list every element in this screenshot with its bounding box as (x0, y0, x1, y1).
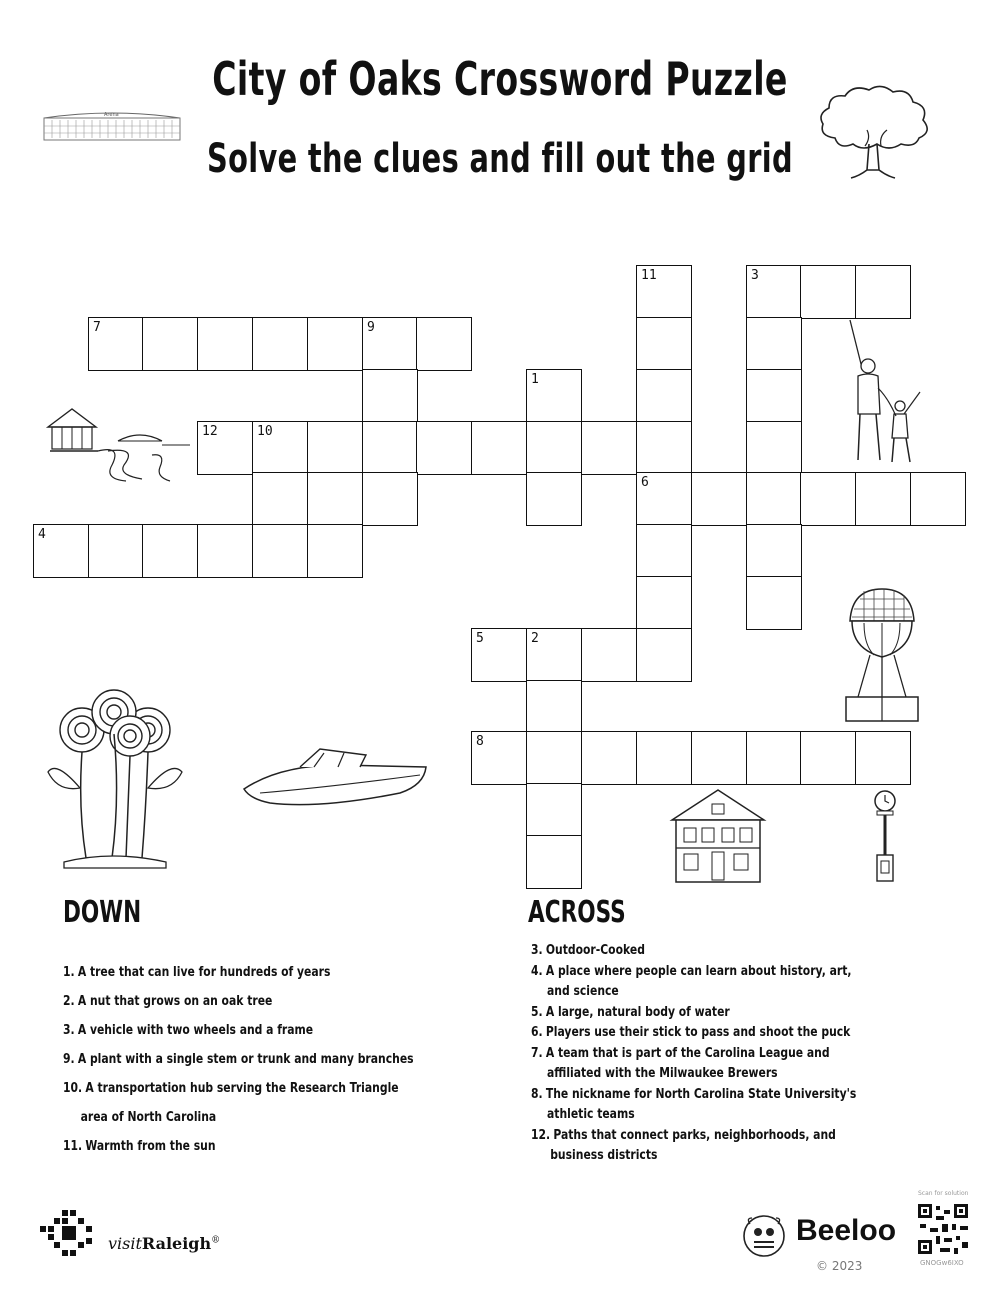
grid-cell[interactable] (526, 835, 582, 889)
grid-cell[interactable] (746, 265, 802, 319)
clue-number: 4 (38, 527, 46, 542)
down-clue: 3. A vehicle with two wheels and a frame (63, 1022, 314, 1038)
clue-number: 8 (476, 734, 484, 749)
grid-cell[interactable] (526, 472, 582, 526)
grid-cell[interactable] (746, 524, 802, 578)
grid-cell[interactable] (636, 369, 692, 423)
grid-cell[interactable] (746, 472, 802, 526)
across-clue-list (531, 940, 963, 1166)
grid-cell[interactable] (800, 731, 856, 785)
grid-cell[interactable] (581, 421, 637, 475)
down-clue: 11. Warmth from the sun (63, 1138, 216, 1154)
grid-cell[interactable] (362, 421, 418, 475)
grid-cell[interactable] (636, 265, 692, 319)
grid-cell[interactable] (526, 783, 582, 837)
grid-cell[interactable] (307, 472, 363, 526)
grid-cell[interactable] (526, 628, 582, 682)
beeloo-bee-icon (742, 1214, 786, 1258)
oak-tree-illustration (815, 80, 935, 185)
grid-cell[interactable] (88, 524, 144, 578)
grid-cell[interactable] (746, 731, 802, 785)
across-clue-continued: business districts (550, 1147, 658, 1163)
grid-cell[interactable] (142, 317, 198, 371)
arena-illustration (42, 106, 182, 146)
qr-code-id: GNOGw6IXO (920, 1259, 964, 1267)
across-clue-continued: and science (547, 983, 619, 999)
grid-cell[interactable] (362, 472, 418, 526)
fishing-family-illustration (838, 318, 928, 468)
grid-cell[interactable] (636, 472, 692, 526)
grid-cell[interactable] (142, 524, 198, 578)
grid-cell[interactable] (855, 731, 911, 785)
grid-cell[interactable] (636, 576, 692, 630)
grid-cell[interactable] (910, 472, 966, 526)
grid-cell[interactable] (33, 524, 89, 578)
across-clue: 3. Outdoor-Cooked (531, 942, 645, 958)
grid-cell[interactable] (416, 421, 472, 475)
qr-label: Scan for solution (918, 1190, 969, 1197)
grid-cell[interactable] (855, 265, 911, 319)
grid-cell[interactable] (307, 524, 363, 578)
grid-cell[interactable] (88, 317, 144, 371)
grid-cell[interactable] (746, 317, 802, 371)
down-clue-list (63, 958, 463, 1161)
grid-cell[interactable] (252, 472, 308, 526)
grid-cell[interactable] (800, 265, 856, 319)
gazebo-bridge-illustration (42, 405, 192, 485)
clue-number: 7 (93, 320, 101, 335)
grid-cell[interactable] (471, 731, 527, 785)
grid-cell[interactable] (526, 680, 582, 734)
grid-cell[interactable] (636, 628, 692, 682)
clue-number: 10 (257, 424, 273, 439)
grid-cell[interactable] (636, 731, 692, 785)
grid-cell[interactable] (252, 317, 308, 371)
grid-cell[interactable] (746, 421, 802, 475)
page-title: City of Oaks Crossword Puzzle (212, 52, 788, 106)
grid-cell[interactable] (471, 628, 527, 682)
down-clue-continued: area of North Carolina (80, 1109, 217, 1125)
grid-cell[interactable] (581, 628, 637, 682)
down-clue: 10. A transportation hub serving the Research Triangle (63, 1080, 399, 1096)
grid-cell[interactable] (307, 317, 363, 371)
page-subtitle: Solve the clues and fill out the grid (206, 136, 793, 182)
grid-cell[interactable] (197, 421, 253, 475)
grid-cell[interactable] (691, 472, 747, 526)
clue-number: 12 (202, 424, 218, 439)
clue-number: 5 (476, 631, 484, 646)
across-clue: 12. Paths that connect parks, neighborhoods, and (531, 1126, 836, 1143)
qr-code-icon[interactable] (916, 1202, 970, 1256)
clue-number: 6 (641, 475, 649, 490)
grid-cell[interactable] (855, 472, 911, 526)
down-clue: 2. A nut that grows on an oak tree (63, 993, 273, 1009)
across-clue: 7. A team that is part of the Carolina League and (531, 1044, 830, 1061)
house-illustration (668, 788, 768, 886)
clue-number: 1 (531, 372, 539, 387)
grid-cell[interactable] (252, 524, 308, 578)
across-clue: 4. A place where people can learn about history, art, (531, 962, 852, 979)
across-clue: 6. Players use their stick to pass and shoot the puck (531, 1024, 851, 1040)
grid-cell[interactable] (526, 421, 582, 475)
grid-cell[interactable] (362, 369, 418, 423)
visit-raleigh-wordmark: visitRaleigh® (108, 1234, 221, 1253)
flowers-illustration (42, 688, 192, 873)
across-clue: 8. The nickname for North Carolina State University's (531, 1085, 857, 1102)
grid-cell[interactable] (526, 731, 582, 785)
clue-number: 3 (751, 268, 759, 283)
down-clue: 9. A plant with a single stem or trunk and many branches (63, 1051, 414, 1067)
grid-cell[interactable] (362, 317, 418, 371)
grid-cell[interactable] (746, 576, 802, 630)
across-clue-continued: affiliated with the Milwaukee Brewers (547, 1065, 778, 1081)
grid-cell[interactable] (416, 317, 472, 371)
grid-cell[interactable] (252, 421, 308, 475)
clue-number: 11 (641, 268, 657, 283)
across-heading: ACROSS (528, 895, 626, 930)
boat-illustration (240, 745, 430, 810)
grid-cell[interactable] (636, 317, 692, 371)
copyright-notice: © 2023 (816, 1259, 863, 1273)
grid-cell[interactable] (691, 731, 747, 785)
grid-cell[interactable] (526, 369, 582, 423)
grid-cell[interactable] (746, 369, 802, 423)
grid-cell[interactable] (197, 524, 253, 578)
grid-cell[interactable] (581, 731, 637, 785)
clue-number: 9 (367, 320, 375, 335)
down-clue: 1. A tree that can live for hundreds of years (63, 964, 331, 980)
grid-cell[interactable] (636, 524, 692, 578)
across-clue: 5. A large, natural body of water (531, 1003, 730, 1020)
grid-cell[interactable] (800, 472, 856, 526)
grid-cell[interactable] (471, 421, 527, 475)
beeloo-wordmark: Beeloo (796, 1214, 897, 1247)
street-clock-illustration (865, 785, 905, 885)
down-heading: DOWN (63, 895, 142, 930)
grid-cell[interactable] (636, 421, 692, 475)
grid-cell[interactable] (197, 317, 253, 371)
clue-number: 2 (531, 631, 539, 646)
across-clue-continued: athletic teams (547, 1106, 635, 1122)
arena-sign: Arena (104, 112, 119, 118)
grid-cell[interactable] (307, 421, 363, 475)
acorn-sculpture-illustration (844, 585, 924, 725)
